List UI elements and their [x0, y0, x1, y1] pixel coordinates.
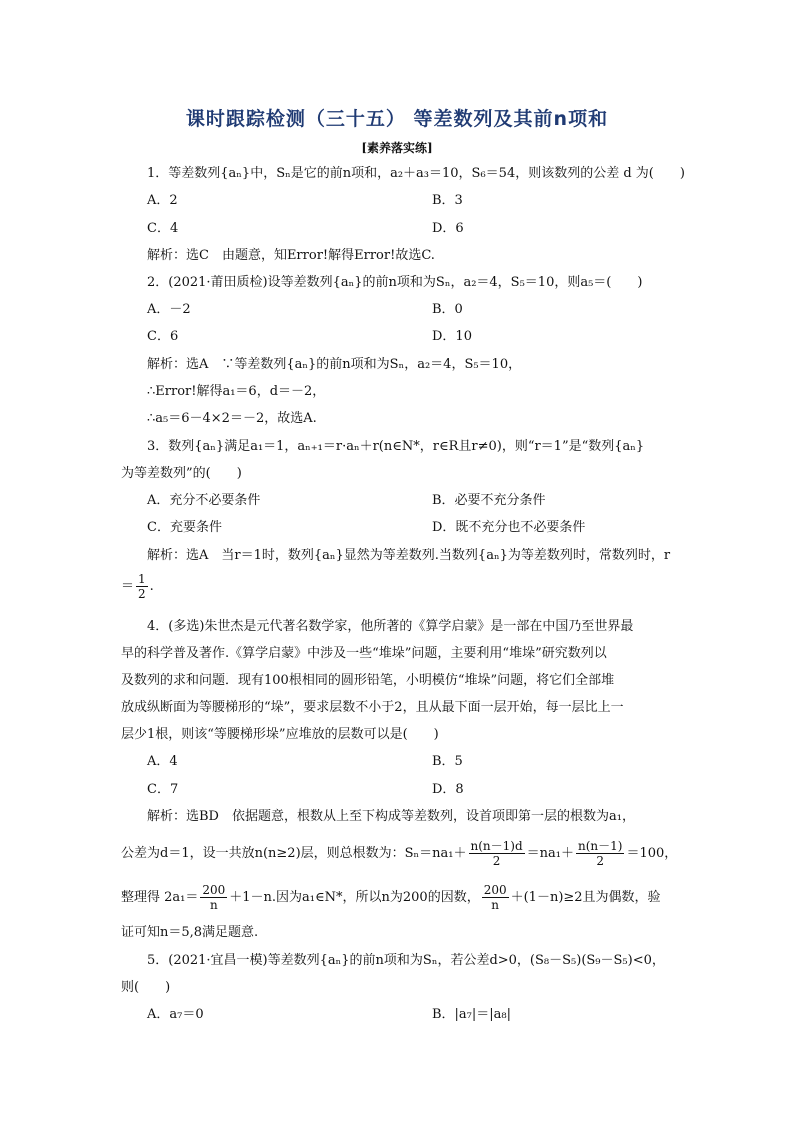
q3-option-d: D．既不充分也不必要条件: [432, 520, 586, 535]
q5-stem-line1: 5．(2021·宜昌一模)等差数列{aₙ}的前n项和为Sₙ，若公差d>0，(S₈－S₅)(S₉－S₅)<0，: [147, 953, 665, 968]
q1-option-a: A．2: [147, 193, 178, 208]
fraction-numerator: n(n－1)d: [470, 839, 523, 853]
fraction-numerator: n(n－1): [578, 839, 623, 853]
q4-stem-line1: 4．(多选)朱世杰是元代著名数学家，他所著的《算学启蒙》是一部在中国乃至世界最: [147, 619, 634, 634]
q3-solution-eq: ＝: [121, 579, 135, 594]
q1-stem: 1．等差数列{aₙ}中，Sₙ是它的前n项和，a₂＋a₃＝10，S₆＝54，则该数列的公差 d 为( ): [147, 166, 685, 181]
q2-option-b: B．0: [432, 302, 463, 317]
q2-stem: 2．(2021·莆田质检)设等差数列{aₙ}的前n项和为Sₙ，a₂＝4，S₅＝10，则a₅＝( ): [147, 275, 643, 290]
q3-option-b: B．必要不充分条件: [432, 493, 546, 508]
q4-solution-text: ＋1－n.因为a₁∈N*，所以n为200的因数，: [229, 890, 480, 905]
fraction: [482, 883, 509, 912]
q2-solution-line2: ∴Error!解得a₁＝6，d＝－2，: [147, 384, 326, 399]
fraction-denominator: n: [209, 898, 218, 912]
q4-stem-line5: 层少1根，则该“等腰梯形垛”应堆放的层数可以是( ): [121, 727, 439, 742]
q4-solution-text: ＝100，: [626, 846, 678, 861]
q1-option-d: D．6: [432, 221, 464, 236]
q3-solution-line1: 解析：选A 当r＝1时，数列{aₙ}显然为等差数列.当数列{aₙ}为等差数列时，常数列时，r: [147, 548, 671, 563]
fraction-denominator: 2: [492, 854, 501, 868]
q5-stem-line2: 则( ): [121, 980, 171, 995]
q5-option-b: B．|a₇|＝|a₈|: [432, 1007, 511, 1022]
q4-solution-line4: 证可知n＝5,8满足题意.: [121, 925, 259, 940]
q3-solution-end: .: [149, 579, 154, 594]
q4-solution-text: 公差为d＝1，设一共放n(n≥2)层，则总根数为：Sₙ＝na₁＋: [121, 846, 467, 861]
q4-solution-line2: [121, 836, 681, 872]
q4-solution-line3: [121, 880, 681, 916]
q1-option-c: C．4: [147, 221, 179, 236]
fraction: [200, 883, 227, 912]
fraction: [136, 572, 148, 601]
q4-solution-text: ＝na₁＋: [526, 846, 574, 861]
section-subtitle: [素养落实练]: [361, 141, 433, 155]
q3-option-c: C．充要条件: [147, 520, 222, 535]
q3-stem-line2: 为等差数列”的( ): [121, 466, 242, 481]
q2-option-a: A．－2: [147, 302, 191, 317]
q4-stem-line4: 放成纵断面为等腰梯形的“垛”，要求层数不小于2，且从最下面一层开始，每一层比上一: [121, 700, 624, 715]
fraction: [576, 839, 624, 868]
q2-solution-line3: ∴a₅＝6－4×2＝－2，故选A.: [147, 411, 317, 426]
fraction-denominator: 2: [596, 854, 605, 868]
q4-stem-line2: 早的科学普及著作.《算学启蒙》中涉及一些“堆垛”问题，主要利用“堆垛”研究数列以: [121, 646, 607, 661]
q3-solution-line2: [121, 572, 681, 601]
fraction: [469, 839, 525, 868]
q4-solution-text: 整理得 2a₁＝: [121, 890, 199, 905]
q5-option-a: A．a₇＝0: [147, 1007, 204, 1022]
q4-solution-line1: 解析：选BD 依据题意，根数从上至下构成等差数列，设首项即第一层的根数为a₁，: [147, 809, 635, 824]
q4-stem-line3: 及数列的求和问题．现有100根相同的圆形铅笔，小明模仿“堆垛”问题，将它们全部堆: [121, 673, 615, 688]
fraction-numerator: 1: [138, 572, 146, 586]
q4-solution-text: ＋(1－n)≥2且为偶数，验: [510, 890, 661, 905]
q2-solution-line1: 解析：选A ∵等差数列{aₙ}的前n项和为Sₙ，a₂＝4，S₅＝10，: [147, 357, 522, 372]
fraction-denominator: n: [491, 898, 500, 912]
fraction-numerator: 200: [202, 883, 226, 897]
q2-option-d: D．10: [432, 329, 472, 344]
q1-option-b: B．3: [432, 193, 463, 208]
q4-option-c: C．7: [147, 782, 179, 797]
q1-solution: 解析：选C 由题意，知Error!解得Error!故选C.: [147, 248, 435, 263]
fraction-numerator: 200: [483, 883, 507, 897]
q4-option-a: A．4: [147, 754, 178, 769]
page-title: 课时跟踪检测（三十五） 等差数列及其前n项和: [185, 108, 609, 130]
q3-option-a: A．充分不必要条件: [147, 493, 261, 508]
fraction-denominator: 2: [138, 587, 146, 601]
q3-stem-line1: 3．数列{aₙ}满足a₁＝1，aₙ₊₁＝r·aₙ＋r(n∈N*，r∈R且r≠0)，则“r＝1”是“数列{aₙ}: [147, 439, 645, 454]
q4-option-b: B．5: [432, 754, 463, 769]
q4-option-d: D．8: [432, 782, 464, 797]
q2-option-c: C．6: [147, 329, 179, 344]
